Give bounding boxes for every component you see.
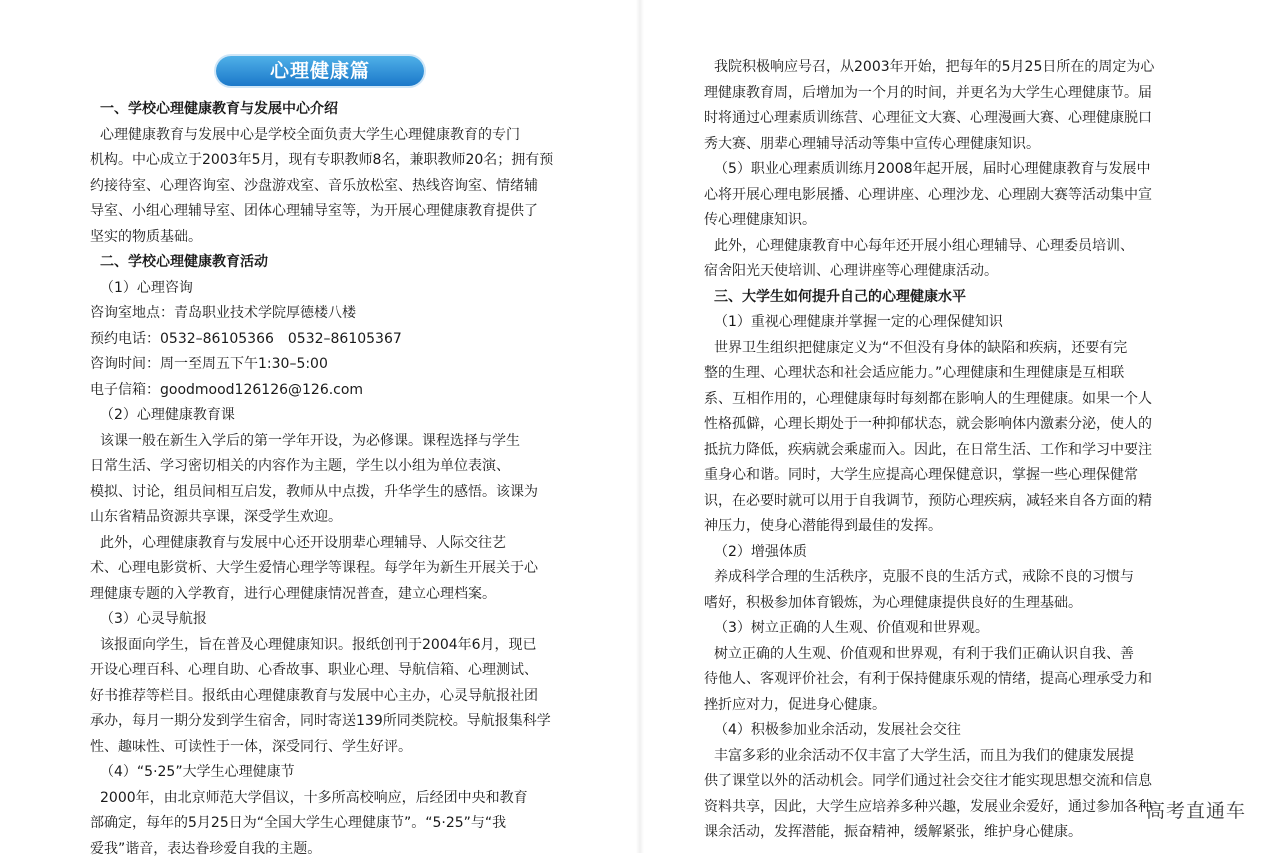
left-text-column xyxy=(90,97,580,862)
section-heading: 三、大学生如何提升自己的心理健康水平 xyxy=(704,285,1194,311)
section-heading: 二、学校心理健康教育活动 xyxy=(90,250,580,276)
text-line: 此外，心理健康教育中心每年还开展小组心理辅导、心理委员培训、 xyxy=(704,234,1194,260)
text-line: 丰富多彩的业余活动不仅丰富了大学生活，而且为我们的健康发展提 xyxy=(704,744,1194,770)
text-line: 嗜好，积极参加体育锻炼，为心理健康提供良好的生理基础。 xyxy=(704,591,1194,617)
text-line: 模拟、讨论，组员间相互启发，教师从中点拨，升华学生的感悟。该课为 xyxy=(90,480,580,506)
text-line: 我院积极响应号召，从2003年开始，把每年的5月25日所在的周定为心 xyxy=(704,55,1194,81)
text-line: 日常生活、学习密切相关的内容作为主题，学生以小组为单位表演、 xyxy=(90,454,580,480)
section-title-banner: 心理健康篇 xyxy=(216,56,424,86)
text-line: 心将开展心理电影展播、心理讲座、心理沙龙、心理剧大赛等活动集中宣 xyxy=(704,183,1194,209)
text-line: 心理健康教育与发展中心是学校全面负责大学生心理健康教育的专门 xyxy=(90,123,580,149)
text-line: 坚实的物质基础。 xyxy=(90,225,580,251)
text-line: 识，在必要时就可以用于自我调节，预防心理疾病，减轻来自各方面的精 xyxy=(704,489,1194,515)
text-line: 好书推荐等栏目。报纸由心理健康教育与发展中心主办，心灵导航报社团 xyxy=(90,684,580,710)
text-line: 挫折应对力，促进身心健康。 xyxy=(704,693,1194,719)
left-page xyxy=(0,0,640,853)
text-line: 咨询室地点：青岛职业技术学院厚德楼八楼 xyxy=(90,301,580,327)
text-line: 2000年，由北京师范大学倡议，十多所高校响应，后经团中央和教育 xyxy=(90,786,580,812)
text-line: （1）心理咨询 xyxy=(90,276,580,302)
text-line: （3）树立正确的人生观、价值观和世界观。 xyxy=(704,616,1194,642)
text-line: （1）重视心理健康并掌握一定的心理保健知识 xyxy=(704,310,1194,336)
text-line: 承办，每月一期分发到学生宿舍，同时寄送139所同类院校。导航报集科学 xyxy=(90,709,580,735)
text-line: 性、趣味性、可读性于一体，深受同行、学生好评。 xyxy=(90,735,580,761)
text-line: 待他人、客观评价社会，有利于保持健康乐观的情绪，提高心理承受力和 xyxy=(704,667,1194,693)
text-line: 资料共享，因此，大学生应培养多种兴趣，发展业余爱好，通过参加各种 xyxy=(704,795,1194,821)
text-line: 该课一般在新生入学后的第一学年开设，为必修课。课程选择与学生 xyxy=(90,429,580,455)
text-line: 性格孤僻，心理长期处于一种抑郁状态，就会影响体内激素分泌，使人的 xyxy=(704,412,1194,438)
watermark-text: 高考直通车 xyxy=(1146,796,1246,823)
text-line: 时将通过心理素质训练营、心理征文大赛、心理漫画大赛、心理健康脱口 xyxy=(704,106,1194,132)
text-line: （2）增强体质 xyxy=(704,540,1194,566)
text-line: （4）“5·25”大学生心理健康节 xyxy=(90,760,580,786)
text-line: 约接待室、心理咨询室、沙盘游戏室、音乐放松室、热线咨询室、情绪辅 xyxy=(90,174,580,200)
section-heading: 一、学校心理健康教育与发展中心介绍 xyxy=(90,97,580,123)
right-text-column xyxy=(704,55,1194,846)
text-line: 理健康教育周，后增加为一个月的时间，并更名为大学生心理健康节。届 xyxy=(704,81,1194,107)
text-line: 咨询时间：周一至周五下午1:30–5:00 xyxy=(90,352,580,378)
text-line: 世界卫生组织把健康定义为“不但没有身体的缺陷和疾病，还要有完 xyxy=(704,336,1194,362)
text-line: 养成科学合理的生活秩序，克服不良的生活方式，戒除不良的习惯与 xyxy=(704,565,1194,591)
text-line: （2）心理健康教育课 xyxy=(90,403,580,429)
text-line: 课余活动，发挥潜能，振奋精神，缓解紧张，维护身心健康。 xyxy=(704,820,1194,846)
text-line: 电子信箱：goodmood126126@126.com xyxy=(90,378,580,404)
text-line: 神压力，使身心潜能得到最佳的发挥。 xyxy=(704,514,1194,540)
text-line: 秀大赛、朋辈心理辅导活动等集中宣传心理健康知识。 xyxy=(704,132,1194,158)
text-line: 供了课堂以外的活动机会。同学们通过社会交往才能实现思想交流和信息 xyxy=(704,769,1194,795)
text-line: 爱我”谐音，表达眷珍爱自我的主题。 xyxy=(90,837,580,862)
text-line: 传心理健康知识。 xyxy=(704,208,1194,234)
text-line: 导室、小组心理辅导室、团体心理辅导室等，为开展心理健康教育提供了 xyxy=(90,199,580,225)
text-line: 宿舍阳光天使培训、心理讲座等心理健康活动。 xyxy=(704,259,1194,285)
text-line: 理健康专题的入学教育，进行心理健康情况普查，建立心理档案。 xyxy=(90,582,580,608)
right-page xyxy=(640,0,1280,853)
text-line: 预约电话：0532–86105366 0532–86105367 xyxy=(90,327,580,353)
text-line: 此外，心理健康教育与发展中心还开设朋辈心理辅导、人际交往艺 xyxy=(90,531,580,557)
text-line: 机构。中心成立于2003年5月，现有专职教师8名，兼职教师20名；拥有预 xyxy=(90,148,580,174)
text-line: （4）积极参加业余活动，发展社会交往 xyxy=(704,718,1194,744)
text-line: （5）职业心理素质训练月2008年起开展，届时心理健康教育与发展中 xyxy=(704,157,1194,183)
text-line: 山东省精品资源共享课，深受学生欢迎。 xyxy=(90,505,580,531)
text-line: 抵抗力降低，疾病就会乘虚而入。因此，在日常生活、工作和学习中要注 xyxy=(704,438,1194,464)
text-line: 整的生理、心理状态和社会适应能力。”心理健康和生理健康是互相联 xyxy=(704,361,1194,387)
text-line: 开设心理百科、心理自助、心香故事、职业心理、导航信箱、心理测试、 xyxy=(90,658,580,684)
text-line: 树立正确的人生观、价值观和世界观，有利于我们正确认识自我、善 xyxy=(704,642,1194,668)
text-line: 术、心理电影赏析、大学生爱情心理学等课程。每学年为新生开展关于心 xyxy=(90,556,580,582)
text-line: 重身心和谐。同时，大学生应提高心理保健意识，掌握一些心理保健常 xyxy=(704,463,1194,489)
text-line: 部确定，每年的5月25日为“全国大学生心理健康节”。“5·25”与“我 xyxy=(90,811,580,837)
text-line: 系、互相作用的，心理健康每时每刻都在影响人的生理健康。如果一个人 xyxy=(704,387,1194,413)
text-line: （3）心灵导航报 xyxy=(90,607,580,633)
text-line: 该报面向学生，旨在普及心理健康知识。报纸创刊于2004年6月，现已 xyxy=(90,633,580,659)
